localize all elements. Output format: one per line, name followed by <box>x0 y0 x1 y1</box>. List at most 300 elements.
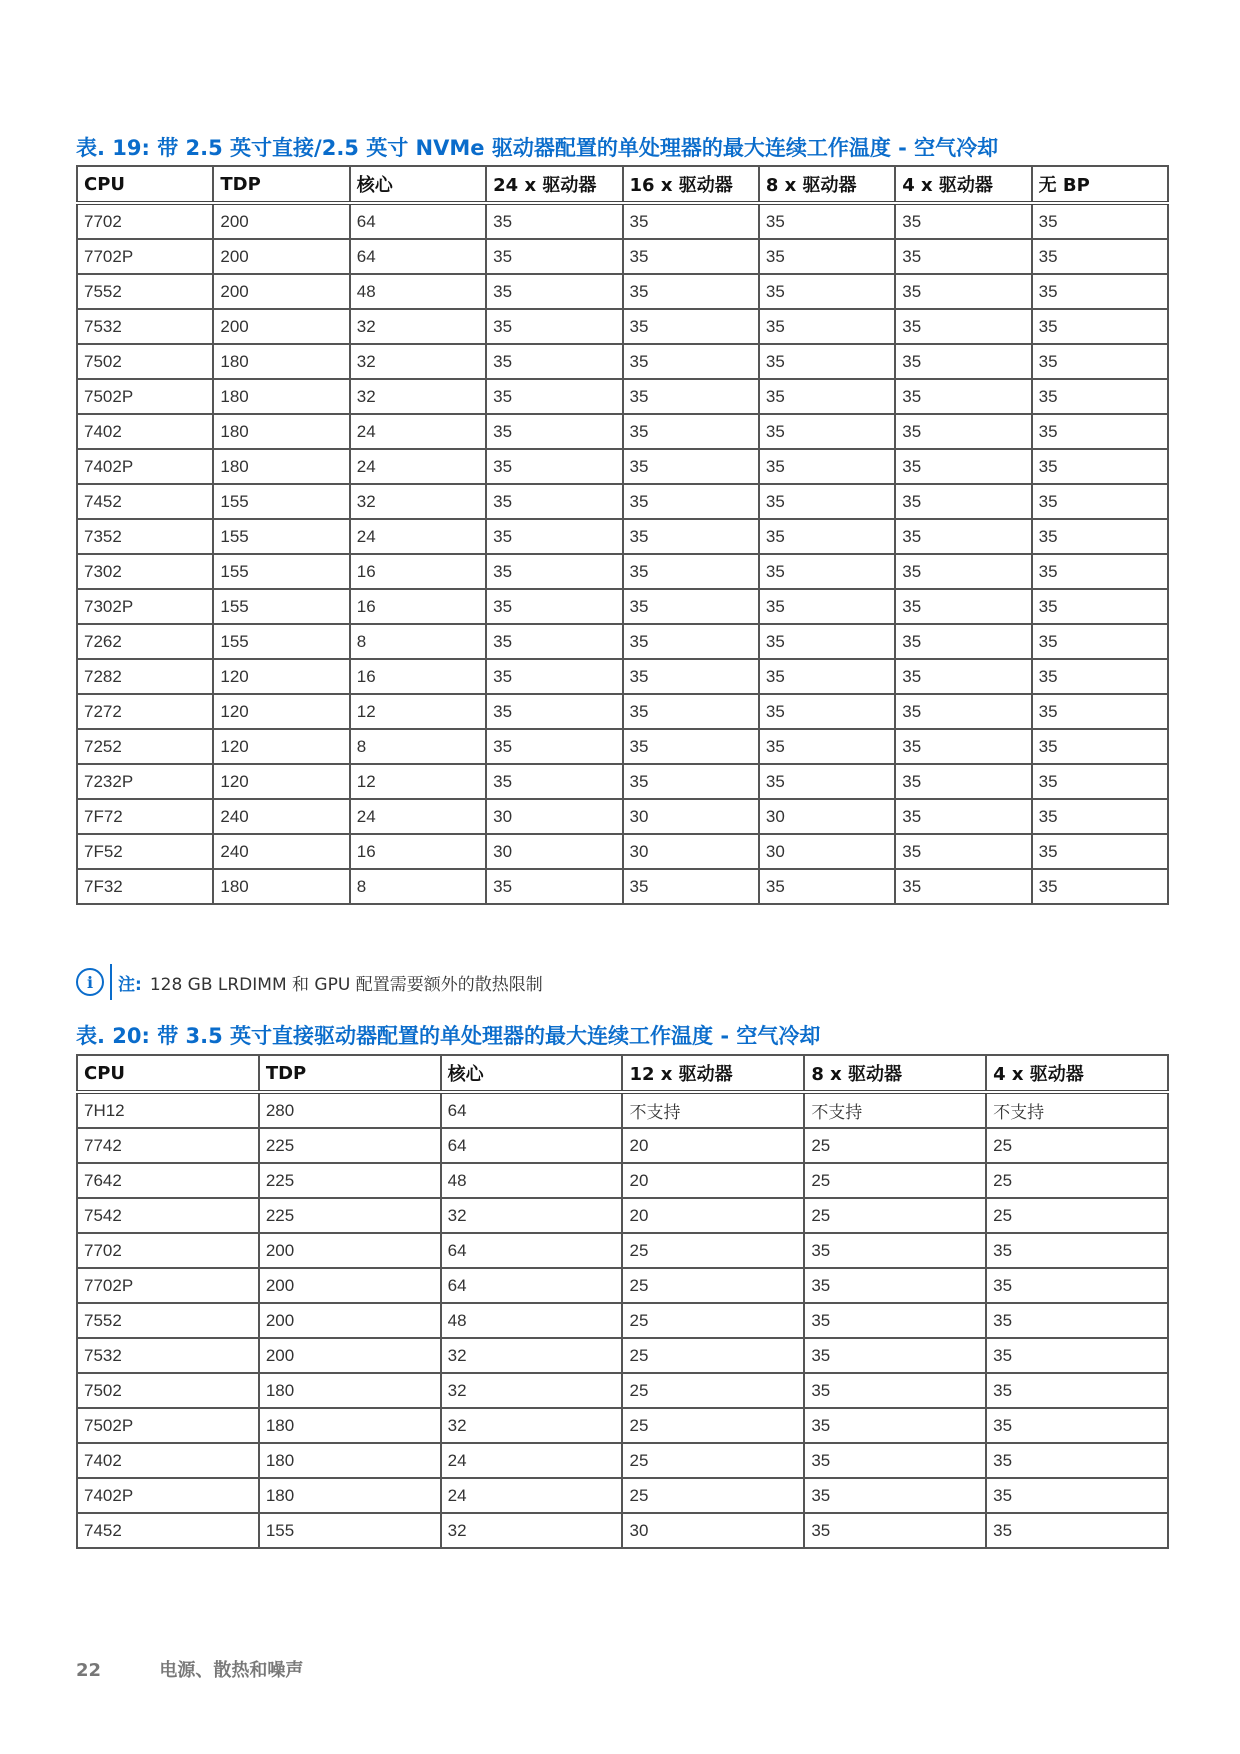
table-cell: 35 <box>1032 799 1168 834</box>
note-divider <box>110 964 112 1000</box>
table-cell: 240 <box>213 799 349 834</box>
table-cell: 25 <box>622 1478 804 1513</box>
table-cell: 7272 <box>77 694 213 729</box>
table-cell: 35 <box>895 589 1031 624</box>
table-cell: 7742 <box>77 1128 259 1163</box>
table-cell: 35 <box>804 1408 986 1443</box>
column-header: 8 x 驱动器 <box>804 1055 986 1092</box>
table-cell: 200 <box>213 239 349 274</box>
table-cell: 30 <box>759 799 895 834</box>
table-cell: 7402P <box>77 1478 259 1513</box>
page-number: 22 <box>76 1660 102 1681</box>
table-cell: 35 <box>486 694 622 729</box>
table-cell: 8 <box>350 729 486 764</box>
table-cell: 200 <box>213 309 349 344</box>
table-cell: 35 <box>804 1373 986 1408</box>
table-cell: 35 <box>486 309 622 344</box>
table-row <box>77 414 1168 449</box>
table-cell: 35 <box>804 1233 986 1268</box>
table-cell: 30 <box>623 834 759 869</box>
table-cell: 35 <box>486 869 622 904</box>
table-cell: 32 <box>350 484 486 519</box>
table-cell: 120 <box>213 764 349 799</box>
table-cell: 35 <box>759 379 895 414</box>
table-cell: 35 <box>895 729 1031 764</box>
table-cell: 24 <box>350 799 486 834</box>
table-cell: 30 <box>622 1513 804 1548</box>
table-cell: 25 <box>804 1128 986 1163</box>
table-cell: 7552 <box>77 1303 259 1338</box>
column-header: 核心 <box>350 166 486 203</box>
table-cell: 35 <box>623 519 759 554</box>
table-cell: 7402 <box>77 1443 259 1478</box>
table-cell: 35 <box>895 203 1031 239</box>
table-cell: 35 <box>486 659 622 694</box>
table-cell: 35 <box>1032 869 1168 904</box>
table-cell: 35 <box>804 1443 986 1478</box>
table-19-header-row <box>77 166 1168 203</box>
table-cell: 180 <box>213 869 349 904</box>
table-cell: 200 <box>259 1233 441 1268</box>
note-label: 注: <box>118 974 142 995</box>
table-cell: 35 <box>1032 554 1168 589</box>
table-cell: 30 <box>759 834 895 869</box>
table-20 <box>76 1054 1169 1549</box>
table-cell: 12 <box>350 764 486 799</box>
table-cell: 64 <box>441 1092 623 1128</box>
table-20-header-row <box>77 1055 1168 1092</box>
table-cell: 35 <box>623 554 759 589</box>
table-row <box>77 1338 1168 1373</box>
table-row <box>77 309 1168 344</box>
table-cell: 35 <box>486 449 622 484</box>
page-footer <box>76 1656 303 1682</box>
table-cell: 35 <box>623 379 759 414</box>
table-cell: 7402 <box>77 414 213 449</box>
table-cell: 180 <box>213 379 349 414</box>
table-cell: 155 <box>213 624 349 659</box>
table-cell: 35 <box>1032 659 1168 694</box>
table-cell: 7702P <box>77 239 213 274</box>
table-cell: 180 <box>213 344 349 379</box>
table-cell: 7262 <box>77 624 213 659</box>
table-cell: 35 <box>623 659 759 694</box>
table-cell: 32 <box>441 1513 623 1548</box>
table-cell: 35 <box>623 203 759 239</box>
table-cell: 35 <box>623 589 759 624</box>
table-cell: 35 <box>759 239 895 274</box>
table-cell: 180 <box>259 1443 441 1478</box>
table-cell: 35 <box>1032 729 1168 764</box>
table-cell: 30 <box>623 799 759 834</box>
table-cell: 32 <box>350 379 486 414</box>
table-cell: 35 <box>895 414 1031 449</box>
table-cell: 35 <box>895 274 1031 309</box>
table-cell: 35 <box>486 414 622 449</box>
table-cell: 64 <box>441 1268 623 1303</box>
table-cell: 120 <box>213 729 349 764</box>
table-cell: 35 <box>895 449 1031 484</box>
table-row <box>77 519 1168 554</box>
table-cell: 7702 <box>77 203 213 239</box>
table-cell: 7232P <box>77 764 213 799</box>
table-cell: 180 <box>213 414 349 449</box>
table-cell: 35 <box>486 484 622 519</box>
table-cell: 7302 <box>77 554 213 589</box>
table-cell: 7702 <box>77 1233 259 1268</box>
table-cell: 35 <box>759 344 895 379</box>
table-cell: 35 <box>759 729 895 764</box>
table-cell: 7502 <box>77 344 213 379</box>
table-cell: 16 <box>350 834 486 869</box>
table-cell: 35 <box>986 1373 1168 1408</box>
table-cell: 7F52 <box>77 834 213 869</box>
table-20-body <box>77 1092 1168 1548</box>
column-header: 无 BP <box>1032 166 1168 203</box>
table-cell: 64 <box>441 1233 623 1268</box>
table-20-caption: 表. 20: 带 3.5 英寸直接驱动器配置的单处理器的最大连续工作温度 - 空气冷却 <box>76 1024 821 1048</box>
table-cell: 35 <box>759 519 895 554</box>
column-header: CPU <box>77 166 213 203</box>
table-cell: 7502 <box>77 1373 259 1408</box>
table-cell: 35 <box>486 344 622 379</box>
table-cell: 7F32 <box>77 869 213 904</box>
table-cell: 35 <box>804 1338 986 1373</box>
table-row <box>77 799 1168 834</box>
table-cell: 32 <box>441 1338 623 1373</box>
table-cell: 16 <box>350 589 486 624</box>
table-row <box>77 554 1168 589</box>
table-cell: 7532 <box>77 1338 259 1373</box>
table-cell: 35 <box>623 729 759 764</box>
table-row <box>77 379 1168 414</box>
table-cell: 155 <box>213 484 349 519</box>
column-header: CPU <box>77 1055 259 1092</box>
table-cell: 35 <box>1032 379 1168 414</box>
table-cell: 25 <box>804 1198 986 1233</box>
column-header: 12 x 驱动器 <box>622 1055 804 1092</box>
table-cell: 35 <box>623 344 759 379</box>
table-row <box>77 1163 1168 1198</box>
table-cell: 25 <box>622 1443 804 1478</box>
table-cell: 35 <box>759 309 895 344</box>
table-cell: 7282 <box>77 659 213 694</box>
table-cell: 35 <box>1032 834 1168 869</box>
table-cell: 180 <box>259 1373 441 1408</box>
table-cell: 25 <box>622 1408 804 1443</box>
table-cell: 35 <box>1032 484 1168 519</box>
table-cell: 20 <box>622 1163 804 1198</box>
table-cell: 35 <box>804 1513 986 1548</box>
table-cell: 180 <box>259 1478 441 1513</box>
table-cell: 7352 <box>77 519 213 554</box>
table-row <box>77 274 1168 309</box>
table-cell: 35 <box>486 624 622 659</box>
table-cell: 64 <box>350 203 486 239</box>
table-cell: 225 <box>259 1128 441 1163</box>
table-cell: 35 <box>759 414 895 449</box>
table-cell: 48 <box>441 1163 623 1198</box>
table-cell: 35 <box>623 484 759 519</box>
table-cell: 35 <box>623 869 759 904</box>
table-cell: 35 <box>623 309 759 344</box>
table-cell: 35 <box>1032 414 1168 449</box>
column-header: 4 x 驱动器 <box>986 1055 1168 1092</box>
table-row <box>77 624 1168 659</box>
table-row <box>77 239 1168 274</box>
table-cell: 35 <box>623 239 759 274</box>
table-cell: 24 <box>350 449 486 484</box>
table-cell: 7502P <box>77 379 213 414</box>
table-cell: 35 <box>1032 764 1168 799</box>
table-row <box>77 589 1168 624</box>
column-header: 24 x 驱动器 <box>486 166 622 203</box>
table-cell: 35 <box>1032 519 1168 554</box>
table-cell: 7302P <box>77 589 213 624</box>
table-row <box>77 694 1168 729</box>
table-cell: 35 <box>1032 449 1168 484</box>
table-cell: 35 <box>895 869 1031 904</box>
table-cell: 24 <box>350 519 486 554</box>
table-cell: 35 <box>486 519 622 554</box>
column-header: 16 x 驱动器 <box>623 166 759 203</box>
table-cell: 35 <box>895 624 1031 659</box>
table-cell: 35 <box>1032 624 1168 659</box>
table-cell: 35 <box>986 1443 1168 1478</box>
table-cell: 35 <box>759 764 895 799</box>
table-cell: 35 <box>1032 344 1168 379</box>
table-cell: 25 <box>622 1268 804 1303</box>
table-cell: 7702P <box>77 1268 259 1303</box>
table-cell: 25 <box>622 1373 804 1408</box>
footer-section-title: 电源、散热和噪声 <box>159 1660 304 1681</box>
table-cell: 35 <box>623 764 759 799</box>
table-cell: 35 <box>895 344 1031 379</box>
table-cell: 35 <box>623 449 759 484</box>
table-cell: 35 <box>486 239 622 274</box>
table-cell: 35 <box>623 624 759 659</box>
table-cell: 155 <box>259 1513 441 1548</box>
table-cell: 155 <box>213 519 349 554</box>
table-cell: 35 <box>895 519 1031 554</box>
table-cell: 不支持 <box>986 1092 1168 1128</box>
table-cell: 35 <box>986 1303 1168 1338</box>
table-cell: 35 <box>1032 589 1168 624</box>
note <box>76 963 543 1001</box>
table-cell: 20 <box>622 1198 804 1233</box>
table-cell: 7542 <box>77 1198 259 1233</box>
table-row <box>77 1303 1168 1338</box>
table-cell: 25 <box>986 1128 1168 1163</box>
table-cell: 35 <box>759 484 895 519</box>
table-cell: 35 <box>759 203 895 239</box>
table-cell: 35 <box>486 379 622 414</box>
table-row <box>77 1268 1168 1303</box>
table-cell: 200 <box>259 1338 441 1373</box>
table-cell: 35 <box>623 274 759 309</box>
table-cell: 225 <box>259 1198 441 1233</box>
table-cell: 35 <box>486 589 622 624</box>
table-row <box>77 1513 1168 1548</box>
table-cell: 不支持 <box>804 1092 986 1128</box>
table-row <box>77 729 1168 764</box>
table-cell: 35 <box>486 203 622 239</box>
table-cell: 7552 <box>77 274 213 309</box>
table-cell: 200 <box>259 1303 441 1338</box>
table-cell: 120 <box>213 659 349 694</box>
table-cell: 35 <box>986 1478 1168 1513</box>
table-row <box>77 869 1168 904</box>
column-header: TDP <box>213 166 349 203</box>
table-cell: 7H12 <box>77 1092 259 1128</box>
table-cell: 35 <box>986 1268 1168 1303</box>
table-cell: 35 <box>895 484 1031 519</box>
table-cell: 35 <box>895 309 1031 344</box>
info-icon: i <box>76 968 104 996</box>
table-cell: 32 <box>441 1373 623 1408</box>
table-cell: 16 <box>350 554 486 589</box>
table-row <box>77 344 1168 379</box>
table-cell: 35 <box>895 834 1031 869</box>
table-cell: 35 <box>986 1233 1168 1268</box>
table-cell: 240 <box>213 834 349 869</box>
table-cell: 64 <box>350 239 486 274</box>
table-cell: 30 <box>486 834 622 869</box>
table-row <box>77 1233 1168 1268</box>
table-cell: 25 <box>622 1338 804 1373</box>
table-cell: 35 <box>986 1338 1168 1373</box>
table-cell: 180 <box>259 1408 441 1443</box>
table-cell: 25 <box>986 1198 1168 1233</box>
table-cell: 32 <box>350 309 486 344</box>
column-header: 8 x 驱动器 <box>759 166 895 203</box>
table-cell: 7502P <box>77 1408 259 1443</box>
table-cell: 7642 <box>77 1163 259 1198</box>
table-cell: 24 <box>350 414 486 449</box>
table-19 <box>76 165 1169 905</box>
column-header: 4 x 驱动器 <box>895 166 1031 203</box>
table-cell: 200 <box>213 274 349 309</box>
table-row <box>77 1478 1168 1513</box>
table-cell: 7452 <box>77 484 213 519</box>
table-cell: 200 <box>213 203 349 239</box>
table-cell: 35 <box>1032 274 1168 309</box>
table-row <box>77 449 1168 484</box>
table-row <box>77 764 1168 799</box>
table-cell: 35 <box>759 694 895 729</box>
table-cell: 35 <box>895 554 1031 589</box>
table-cell: 25 <box>622 1303 804 1338</box>
table-cell: 35 <box>759 659 895 694</box>
table-cell: 35 <box>895 239 1031 274</box>
table-cell: 不支持 <box>622 1092 804 1128</box>
table-cell: 35 <box>759 869 895 904</box>
table-cell: 35 <box>895 799 1031 834</box>
table-cell: 35 <box>486 764 622 799</box>
table-cell: 25 <box>622 1233 804 1268</box>
table-cell: 35 <box>623 694 759 729</box>
table-row <box>77 484 1168 519</box>
table-cell: 35 <box>804 1303 986 1338</box>
table-cell: 35 <box>804 1478 986 1513</box>
table-cell: 35 <box>895 764 1031 799</box>
note-text: 128 GB LRDIMM 和 GPU 配置需要额外的散热限制 <box>149 974 543 995</box>
column-header: 核心 <box>441 1055 623 1092</box>
table-cell: 35 <box>486 274 622 309</box>
table-cell: 35 <box>759 554 895 589</box>
table-cell: 120 <box>213 694 349 729</box>
table-cell: 35 <box>623 414 759 449</box>
table-row <box>77 1408 1168 1443</box>
table-cell: 20 <box>622 1128 804 1163</box>
table-cell: 155 <box>213 589 349 624</box>
table-cell: 7402P <box>77 449 213 484</box>
column-header: TDP <box>259 1055 441 1092</box>
table-cell: 155 <box>213 554 349 589</box>
table-cell: 7F72 <box>77 799 213 834</box>
table-row <box>77 1198 1168 1233</box>
table-cell: 35 <box>986 1408 1168 1443</box>
table-row <box>77 1373 1168 1408</box>
table-cell: 35 <box>1032 694 1168 729</box>
table-cell: 35 <box>759 589 895 624</box>
table-row <box>77 1128 1168 1163</box>
table-19-caption: 表. 19: 带 2.5 英寸直接/2.5 英寸 NVMe 驱动器配置的单处理器的最大连续工作温度 - 空气冷却 <box>76 136 999 160</box>
table-cell: 35 <box>895 694 1031 729</box>
table-row <box>77 834 1168 869</box>
table-cell: 280 <box>259 1092 441 1128</box>
table-cell: 35 <box>986 1513 1168 1548</box>
table-cell: 7532 <box>77 309 213 344</box>
table-cell: 35 <box>804 1268 986 1303</box>
table-row <box>77 1092 1168 1128</box>
table-cell: 35 <box>1032 203 1168 239</box>
table-cell: 25 <box>804 1163 986 1198</box>
table-cell: 24 <box>441 1443 623 1478</box>
table-cell: 12 <box>350 694 486 729</box>
table-cell: 48 <box>350 274 486 309</box>
table-cell: 8 <box>350 624 486 659</box>
table-cell: 16 <box>350 659 486 694</box>
table-cell: 48 <box>441 1303 623 1338</box>
table-cell: 35 <box>486 554 622 589</box>
table-cell: 35 <box>1032 239 1168 274</box>
table-cell: 25 <box>986 1163 1168 1198</box>
table-row <box>77 1443 1168 1478</box>
table-cell: 30 <box>486 799 622 834</box>
table-cell: 64 <box>441 1128 623 1163</box>
table-row <box>77 203 1168 239</box>
table-cell: 35 <box>895 659 1031 694</box>
table-cell: 32 <box>441 1408 623 1443</box>
table-cell: 225 <box>259 1163 441 1198</box>
table-cell: 32 <box>441 1198 623 1233</box>
table-cell: 35 <box>895 379 1031 414</box>
table-cell: 7252 <box>77 729 213 764</box>
table-cell: 35 <box>759 624 895 659</box>
table-cell: 8 <box>350 869 486 904</box>
table-19-body <box>77 203 1168 904</box>
table-cell: 35 <box>759 449 895 484</box>
table-cell: 7452 <box>77 1513 259 1548</box>
table-cell: 35 <box>486 729 622 764</box>
table-cell: 180 <box>213 449 349 484</box>
table-row <box>77 659 1168 694</box>
table-cell: 35 <box>759 274 895 309</box>
table-cell: 35 <box>1032 309 1168 344</box>
table-cell: 32 <box>350 344 486 379</box>
table-cell: 200 <box>259 1268 441 1303</box>
